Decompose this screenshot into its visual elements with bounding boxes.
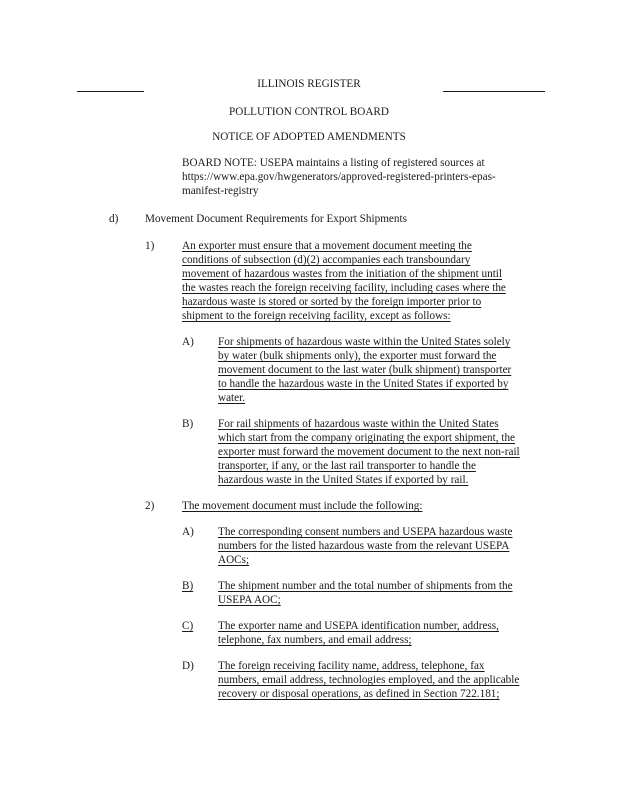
item-1b-text-line: For rail shipments of hazardous waste within the United States	[218, 418, 499, 430]
item-1-text-line: conditions of subsection (d)(2) accompanies each transboundary	[182, 254, 471, 266]
item-2c-text-line: The exporter name and USEPA identification number, address,	[218, 620, 499, 632]
item-1-marker: 1)	[145, 240, 155, 252]
item-2-marker: 2)	[145, 500, 155, 512]
board-note-line: BOARD NOTE: USEPA maintains a listing of registered sources at	[182, 157, 485, 169]
item-1a-text-line: by water (bulk shipments only), the exporter must forward the	[218, 350, 497, 362]
item-1-text-line: movement of hazardous wastes from the initiation of the shipment until	[182, 268, 503, 280]
item-1b-text-line: which start from the company originating the export shipment, the	[218, 432, 516, 444]
item-2a-marker: A)	[182, 526, 194, 538]
subsection-d-marker: d)	[109, 213, 119, 225]
item-1a-text-line: For shipments of hazardous waste within the United States solely	[218, 336, 511, 348]
item-1a-text-line: movement document to the last water (bulk shipment) transporter	[218, 364, 512, 376]
item-2a-text-line: The corresponding consent numbers and USEPA hazardous waste	[218, 526, 513, 538]
item-2b-text-line: USEPA AOC;	[218, 594, 281, 606]
board-note-line: https://www.epa.gov/hwgenerators/approved-registered-printers-epas-	[182, 171, 496, 183]
item-1b-marker: B)	[182, 418, 194, 430]
item-1-text-line: An exporter must ensure that a movement document meeting the	[182, 240, 472, 252]
item-2d-text-line: numbers, email address, technologies employed, and the applicable	[218, 674, 520, 686]
item-2b-text-line: The shipment number and the total number of shipments from the	[218, 580, 513, 592]
item-2d-text-line: The foreign receiving facility name, address, telephone, fax	[218, 660, 485, 672]
item-2-heading: The movement document must include the following:	[182, 500, 423, 512]
board-title: POLLUTION CONTROL BOARD	[229, 106, 389, 118]
item-1-text-line: the wastes reach the foreign receiving facility, including cases where the	[182, 282, 506, 294]
item-2c-marker: C)	[182, 620, 194, 632]
item-1a-marker: A)	[182, 336, 194, 348]
item-1b-text-line: transporter, if any, or the last rail transporter to handle the	[218, 460, 476, 472]
item-1-text-line: hazardous waste is stored or sorted by the foreign importer prior to	[182, 296, 482, 308]
item-1a-text-line: water.	[218, 392, 246, 404]
item-1-text-line: shipment to the foreign receiving facility, except as follows:	[182, 310, 451, 322]
item-1b-text-line: hazardous waste in the United States if exported by rail.	[218, 474, 469, 486]
item-1b-text-line: exporter must forward the movement document to the next non-rail	[218, 446, 520, 458]
item-2d-marker: D)	[182, 660, 194, 672]
notice-title: NOTICE OF ADOPTED AMENDMENTS	[212, 131, 406, 143]
item-2a-text-line: numbers for the listed hazardous waste from the relevant USEPA	[218, 540, 510, 552]
subsection-d-heading: Movement Document Requirements for Export Shipments	[145, 213, 407, 225]
item-1a-text-line: to handle the hazardous waste in the United States if exported by	[218, 378, 509, 390]
board-note-line: manifest-registry	[182, 185, 259, 197]
item-2a-text-line: AOCs;	[218, 554, 250, 566]
register-title: ILLINOIS REGISTER	[257, 78, 361, 90]
item-2d-text-line: recovery or disposal operations, as defined in Section 722.181;	[218, 688, 500, 700]
item-2b-marker: B)	[182, 580, 194, 592]
item-2c-text-line: telephone, fax numbers, and email address;	[218, 634, 412, 646]
